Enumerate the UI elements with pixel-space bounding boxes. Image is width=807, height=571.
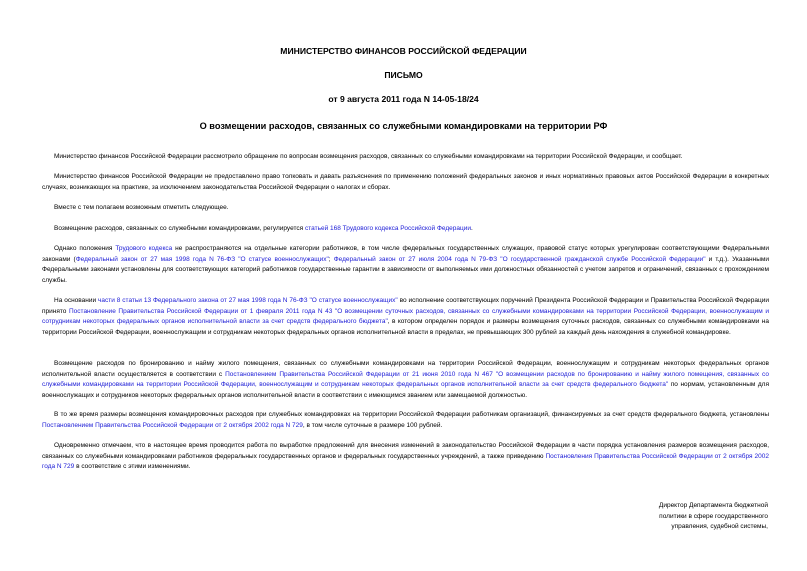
paragraph-text: в соответствие с этими изменениями. bbox=[74, 463, 191, 470]
paragraph-text: . bbox=[470, 225, 473, 232]
document-type-heading: ПИСЬМО bbox=[384, 70, 423, 80]
paragraph-text: Одновременно отмечаем, что в настоящее время проводится работа по выработке предложений для внесения изменений в законодательство Российской Федерации в части порядка установления размеров возмещения расходов, связанных со служебными командировками работников федеральных государственных органов и федеральных государственных учреждений, а также приведению bbox=[42, 442, 769, 460]
paragraph-text: ; bbox=[328, 255, 334, 263]
paragraph-text: Возмещение расходов по бронированию и найму жилого помещения, связанных со служебными командировками на территории Российской Федерации, военнослужащим и сотрудникам некоторых федеральных органов исполнительной власти осуществляется в соответствии с bbox=[42, 360, 769, 378]
signature-block bbox=[600, 501, 768, 533]
paragraph-text: по нормам, установленным для военнослужащих и сотрудников некоторых федеральных органов исполнительной власти в соответствии с имеющимся званием или замещаемой должностью. bbox=[42, 381, 769, 399]
paragraph-9 bbox=[42, 441, 769, 473]
paragraph-text: не распространяются на отдельные категории работников, в том числе федеральных государственных служащих, правовой статус которых урегулирован соответствующими Федеральными законами ( bbox=[42, 245, 769, 263]
paragraph-7 bbox=[42, 359, 769, 401]
paragraph-8 bbox=[42, 410, 769, 431]
link-law-76-fz-article-13[interactable]: части 8 статьи 13 Федерального закона от 27 мая 1998 года N 76-ФЗ "О статусе военнослужащих" bbox=[98, 297, 398, 304]
link-labor-code-article-168[interactable]: статьей 168 Трудового кодекса Российской Федерации bbox=[304, 225, 471, 232]
paragraph-4 bbox=[42, 224, 769, 235]
paragraph-text: во исполнение соответствующих поручений Президента Российской Федерации и Правительства Российской Федерации принято bbox=[42, 297, 769, 315]
paragraph-text: и т.д.). Указанными Федеральными законами установлены для соответствующих категорий работников государственные гарантии в зависимости от выполняемых ими должностных обязанностей с учетом запретов и ограничений, связанных с прохождением службы. bbox=[42, 255, 769, 284]
paragraph-text: Министерство финансов Российской Федерации не предоставлено право толковать и давать разъяснения по применению положений федеральных законов и иных нормативных правовых актов Российской Федерации в конкретных случаях, возникающих на практике, за исключением законодательства Российской Федерации о налогах и сборах. bbox=[42, 173, 769, 191]
paragraph-text: , в котором определен порядок и размеры возмещения суточных расходов, связанных со служебными командировками на территории Российской Федерации, военнослужащим и сотрудникам некоторых федеральных органов исполнительной власти в пределах, не превышающих 300 рублей за каждый день нахождения в служебной командировке. bbox=[42, 318, 769, 336]
link-resolution-729-second[interactable]: Постановления Правительства Российской Федерации от 2 октября 2002 года N 729 bbox=[42, 452, 769, 470]
signature-line: Директор Департамента бюджетной bbox=[658, 502, 768, 509]
link-resolution-467[interactable]: Постановлением Правительства Российской Федерации от 21 июня 2010 года N 467 "О возмещении расходов по бронированию и найму жилого помещения, связанных со служебными командировками на территории Российской Федерации, военнослужащим и сотрудникам некоторых федеральных органов исполнительной власти за счет средств федерального бюджета" bbox=[42, 370, 769, 388]
link-labor-code[interactable]: Трудового кодекса bbox=[115, 245, 173, 252]
signature-line: политики в сфере государственного bbox=[659, 512, 768, 520]
subject-heading: О возмещении расходов, связанных со служебными командировками на территории РФ bbox=[199, 121, 608, 131]
paragraph-text: Однако положения bbox=[54, 245, 116, 252]
link-resolution-43[interactable]: Постановление Правительства Российской Федерации от 1 февраля 2011 года N 43 "О возмещении суточных расходов, связанных со служебными командировками на территории Российской Федерации, военнослужащим и сотрудникам некоторых федеральных органов исполнительной власти за счет средств федерального бюджета" bbox=[42, 307, 769, 325]
paragraph-text: Возмещение расходов, связанных со служебными командировками, регулируется bbox=[54, 225, 305, 232]
paragraph-text: Вместе с тем полагаем возможным отметить следующее. bbox=[54, 204, 229, 211]
paragraph-2 bbox=[42, 172, 769, 193]
paragraph-text: В то же время размеры возмещения командировочных расходов при служебных командировках на территории Российской Федерации работникам организаций, финансируемых за счет средств федерального бюджета, установлены bbox=[54, 411, 769, 418]
paragraph-text: Министерство финансов Российской Федерации рассмотрело обращение по вопросам возмещения расходов, связанных со служебными командировками на территории Российской Федерации, и сообщает. bbox=[54, 153, 683, 160]
paragraph-6 bbox=[42, 296, 769, 338]
paragraph-text: На основании bbox=[54, 297, 99, 304]
ministry-heading: МИНИСТЕРСТВО ФИНАНСОВ РОССИЙСКОЙ ФЕДЕРАЦИИ bbox=[280, 46, 527, 56]
link-law-79-fz[interactable]: Федеральный закон от 27 июля 2004 года N 79-ФЗ "О государственной гражданской службе Российской Федерации" bbox=[333, 255, 706, 263]
paragraph-3 bbox=[42, 203, 769, 214]
paragraph-text: , в том числе суточные в размере 100 рублей. bbox=[302, 421, 443, 429]
paragraph-1 bbox=[42, 152, 769, 163]
date-number-heading: от 9 августа 2011 года N 14-05-18/24 bbox=[328, 94, 479, 104]
signature-line: управления, судебной системы, bbox=[671, 523, 768, 530]
link-law-76-fz[interactable]: Федеральный закон от 27 мая 1998 года N 76-ФЗ "О статусе военнослужащих" bbox=[75, 255, 329, 263]
link-resolution-729[interactable]: Постановлением Правительства Российской Федерации от 2 октября 2002 года N 729 bbox=[42, 421, 303, 429]
paragraph-5 bbox=[42, 244, 769, 286]
